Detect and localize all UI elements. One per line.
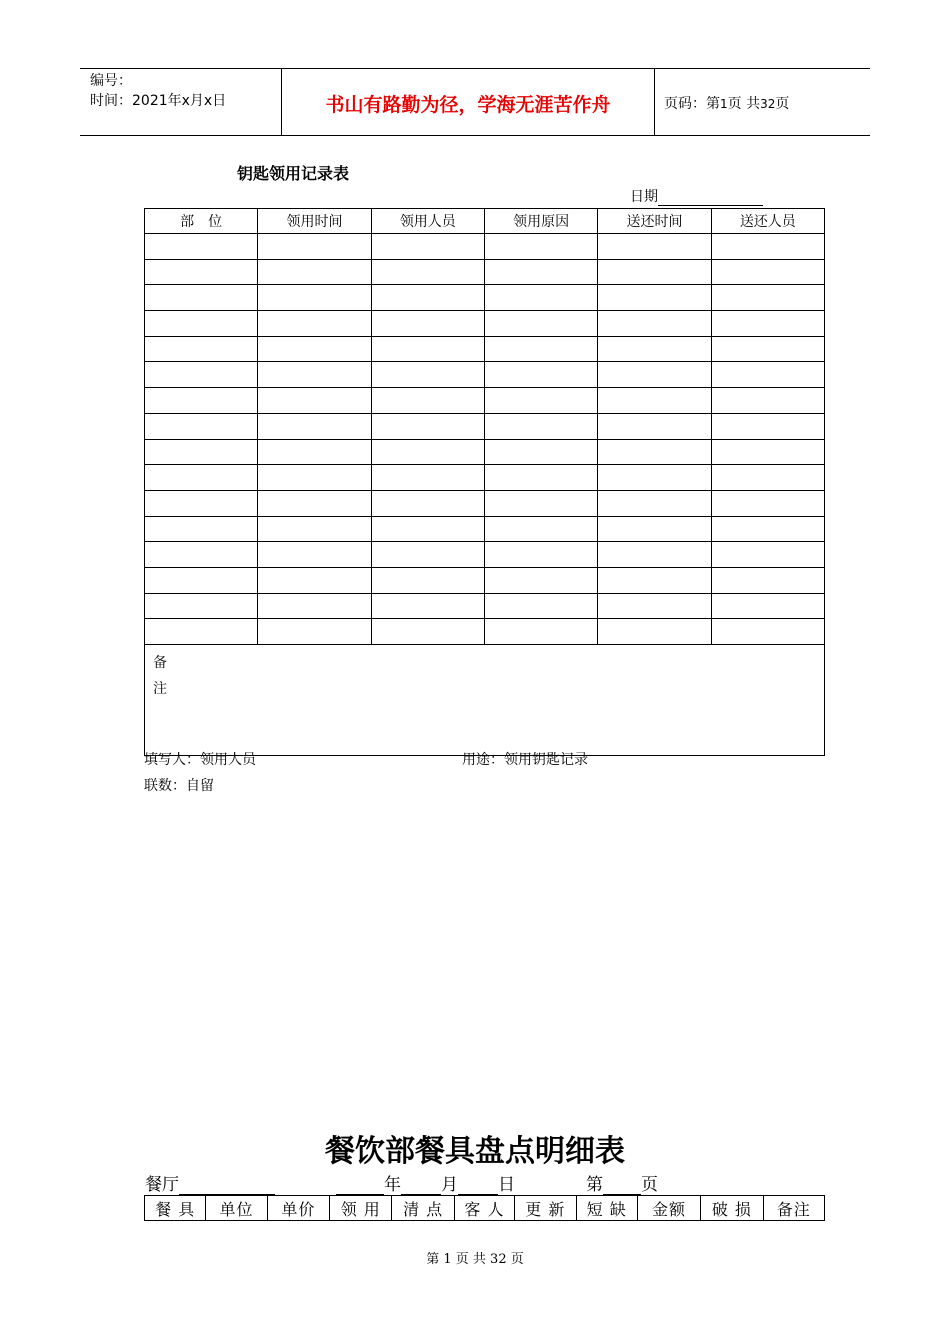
table-cell[interactable] xyxy=(145,234,258,260)
col-return-time: 送还时间 xyxy=(598,209,711,234)
page-footer: 第 1 页 共 32 页 xyxy=(426,1252,524,1267)
table-cell[interactable] xyxy=(598,388,711,414)
table-cell[interactable] xyxy=(371,439,484,465)
remark-cell[interactable] xyxy=(145,645,825,756)
header-top-rule xyxy=(80,68,870,69)
table-cell[interactable] xyxy=(371,465,484,491)
table-row xyxy=(145,516,825,542)
table-row xyxy=(145,259,825,285)
table-cell[interactable] xyxy=(371,234,484,260)
table-cell[interactable] xyxy=(371,567,484,593)
table-cell[interactable] xyxy=(371,336,484,362)
table-cell[interactable] xyxy=(598,362,711,388)
table-cell[interactable] xyxy=(258,490,371,516)
table-cell[interactable] xyxy=(484,542,597,568)
page-info xyxy=(664,93,789,113)
table-cell[interactable] xyxy=(598,567,711,593)
table-cell[interactable] xyxy=(258,336,371,362)
header-divider xyxy=(654,69,655,136)
header-bottom-rule xyxy=(80,135,870,136)
table-cell[interactable] xyxy=(258,593,371,619)
table-cell[interactable] xyxy=(598,439,711,465)
table-cell[interactable] xyxy=(371,619,484,645)
table-cell[interactable] xyxy=(258,388,371,414)
col-requisition: 领 用 xyxy=(330,1196,392,1221)
col-guest: 客 人 xyxy=(454,1196,514,1221)
table-cell[interactable] xyxy=(484,490,597,516)
purpose-note: 用途：领用钥匙记录 xyxy=(462,752,588,768)
table-cell[interactable] xyxy=(145,362,258,388)
page-field xyxy=(586,1170,658,1195)
table-cell[interactable] xyxy=(598,465,711,491)
table-row xyxy=(145,336,825,362)
serial-label: 编号： xyxy=(90,73,132,89)
page-mid: 页 共 xyxy=(727,96,761,112)
table-cell[interactable] xyxy=(598,234,711,260)
table-cell[interactable] xyxy=(711,259,824,285)
table-cell[interactable] xyxy=(484,567,597,593)
date-label: 日期 xyxy=(630,189,658,205)
table-cell[interactable] xyxy=(145,439,258,465)
table-cell[interactable] xyxy=(484,465,597,491)
table-cell[interactable] xyxy=(711,336,824,362)
table-row xyxy=(145,362,825,388)
table-cell[interactable] xyxy=(484,362,597,388)
table-cell[interactable] xyxy=(711,542,824,568)
remark-label-1: 备 xyxy=(153,655,167,671)
table-cell[interactable] xyxy=(484,619,597,645)
col-reason: 领用原因 xyxy=(484,209,597,234)
table-cell[interactable] xyxy=(711,593,824,619)
table-cell[interactable] xyxy=(371,259,484,285)
table-cell[interactable] xyxy=(711,285,824,311)
table-cell[interactable] xyxy=(484,311,597,337)
date-blank[interactable] xyxy=(658,190,763,206)
table-cell[interactable] xyxy=(598,619,711,645)
remark-label-2: 注 xyxy=(153,681,167,697)
col-location: 部 位 xyxy=(145,209,258,234)
page-prefix: 页码：第 xyxy=(664,96,720,112)
table-cell[interactable] xyxy=(711,619,824,645)
table-cell[interactable] xyxy=(258,465,371,491)
tableware-table xyxy=(144,1195,825,1221)
table-cell[interactable] xyxy=(484,234,597,260)
page-blank[interactable] xyxy=(603,1179,641,1195)
table-cell[interactable] xyxy=(711,413,824,439)
table-cell[interactable] xyxy=(258,439,371,465)
table-cell[interactable] xyxy=(711,234,824,260)
table-row xyxy=(145,593,825,619)
table-cell[interactable] xyxy=(145,490,258,516)
table-cell[interactable] xyxy=(371,285,484,311)
restaurant-label: 餐厅 xyxy=(145,1175,179,1195)
table-cell[interactable] xyxy=(598,490,711,516)
table-cell[interactable] xyxy=(711,465,824,491)
table-cell[interactable] xyxy=(484,285,597,311)
restaurant-blank[interactable] xyxy=(179,1179,275,1195)
table-cell[interactable] xyxy=(484,259,597,285)
table-cell[interactable] xyxy=(484,413,597,439)
table-cell[interactable] xyxy=(145,311,258,337)
table-cell[interactable] xyxy=(371,311,484,337)
table-cell[interactable] xyxy=(145,259,258,285)
table-cell[interactable] xyxy=(145,285,258,311)
table-cell[interactable] xyxy=(711,311,824,337)
tableware-form-title: 餐饮部餐具盘点明细表 xyxy=(325,1134,625,1169)
month-label: 月 xyxy=(441,1175,458,1195)
table-cell[interactable] xyxy=(711,388,824,414)
table-cell[interactable] xyxy=(484,439,597,465)
key-record-table xyxy=(144,208,825,756)
table-row xyxy=(145,619,825,645)
month-blank[interactable] xyxy=(401,1179,441,1195)
table-cell[interactable] xyxy=(711,362,824,388)
page-total: 32 xyxy=(760,97,776,111)
col-replace: 更 新 xyxy=(515,1196,576,1221)
table-row xyxy=(145,413,825,439)
table-cell[interactable] xyxy=(484,388,597,414)
table-cell[interactable] xyxy=(598,516,711,542)
table-cell[interactable] xyxy=(258,619,371,645)
page-number: 1 xyxy=(720,97,728,111)
time-label: 时间：2021年x月x日 xyxy=(90,93,227,109)
header-meta xyxy=(90,71,226,111)
col-shortage: 短 缺 xyxy=(576,1196,637,1221)
table-cell[interactable] xyxy=(145,593,258,619)
table-cell[interactable] xyxy=(258,413,371,439)
col-return-person: 送还人员 xyxy=(711,209,824,234)
col-damage: 破 损 xyxy=(701,1196,763,1221)
table-cell[interactable] xyxy=(258,311,371,337)
table-cell[interactable] xyxy=(598,285,711,311)
table-header-row xyxy=(145,209,825,234)
page-label-prefix: 第 xyxy=(586,1175,603,1195)
table-cell[interactable] xyxy=(711,439,824,465)
col-unit-price: 单价 xyxy=(267,1196,329,1221)
col-take-person: 领用人员 xyxy=(371,209,484,234)
date-field xyxy=(630,186,763,206)
col-take-time: 领用时间 xyxy=(258,209,371,234)
table-cell[interactable] xyxy=(371,362,484,388)
table-row xyxy=(145,439,825,465)
table-cell[interactable] xyxy=(371,542,484,568)
filler-note: 填写人：领用人员 xyxy=(144,752,256,768)
table-cell[interactable] xyxy=(145,336,258,362)
table-cell[interactable] xyxy=(145,516,258,542)
copies-note: 联数：自留 xyxy=(144,778,214,794)
table-cell[interactable] xyxy=(598,542,711,568)
restaurant-field xyxy=(145,1170,275,1195)
year-label: 年 xyxy=(384,1175,401,1195)
table-cell[interactable] xyxy=(484,516,597,542)
table-cell[interactable] xyxy=(145,465,258,491)
table-row xyxy=(145,567,825,593)
page-label-suffix: 页 xyxy=(641,1175,658,1195)
table-cell[interactable] xyxy=(258,567,371,593)
table-header-row xyxy=(145,1196,825,1221)
table-cell[interactable] xyxy=(371,490,484,516)
table-cell[interactable] xyxy=(484,336,597,362)
table-cell[interactable] xyxy=(258,362,371,388)
table-row xyxy=(145,234,825,260)
table-cell[interactable] xyxy=(371,516,484,542)
day-blank[interactable] xyxy=(458,1179,498,1195)
table-cell[interactable] xyxy=(371,388,484,414)
page-suffix: 页 xyxy=(775,96,790,112)
table-cell[interactable] xyxy=(145,542,258,568)
col-amount: 金额 xyxy=(637,1196,700,1221)
table-cell[interactable] xyxy=(711,516,824,542)
table-row xyxy=(145,465,825,491)
table-cell[interactable] xyxy=(711,490,824,516)
table-cell[interactable] xyxy=(258,542,371,568)
table-cell[interactable] xyxy=(598,413,711,439)
table-cell[interactable] xyxy=(145,567,258,593)
col-unit: 单位 xyxy=(206,1196,267,1221)
date-fields xyxy=(336,1170,515,1195)
col-remark: 备注 xyxy=(763,1196,824,1221)
remark-row xyxy=(145,645,825,756)
table-cell[interactable] xyxy=(371,593,484,619)
table-row xyxy=(145,311,825,337)
table-cell[interactable] xyxy=(258,234,371,260)
table-cell[interactable] xyxy=(145,413,258,439)
table-cell[interactable] xyxy=(598,593,711,619)
table-cell[interactable] xyxy=(258,285,371,311)
day-label: 日 xyxy=(498,1175,515,1195)
table-cell[interactable] xyxy=(598,311,711,337)
table-cell[interactable] xyxy=(258,259,371,285)
col-count: 清 点 xyxy=(392,1196,454,1221)
year-blank[interactable] xyxy=(336,1179,384,1195)
key-form-title: 钥匙领用记录表 xyxy=(237,164,350,183)
table-cell[interactable] xyxy=(145,388,258,414)
table-cell[interactable] xyxy=(258,516,371,542)
table-cell[interactable] xyxy=(371,413,484,439)
table-row xyxy=(145,490,825,516)
col-tableware: 餐 具 xyxy=(145,1196,206,1221)
table-cell[interactable] xyxy=(145,619,258,645)
table-cell[interactable] xyxy=(711,567,824,593)
table-cell[interactable] xyxy=(598,259,711,285)
table-cell[interactable] xyxy=(484,593,597,619)
table-row xyxy=(145,285,825,311)
table-cell[interactable] xyxy=(598,336,711,362)
motto: 书山有路勤为径，学海无涯苦作舟 xyxy=(325,94,611,116)
table-row xyxy=(145,388,825,414)
table-row xyxy=(145,542,825,568)
